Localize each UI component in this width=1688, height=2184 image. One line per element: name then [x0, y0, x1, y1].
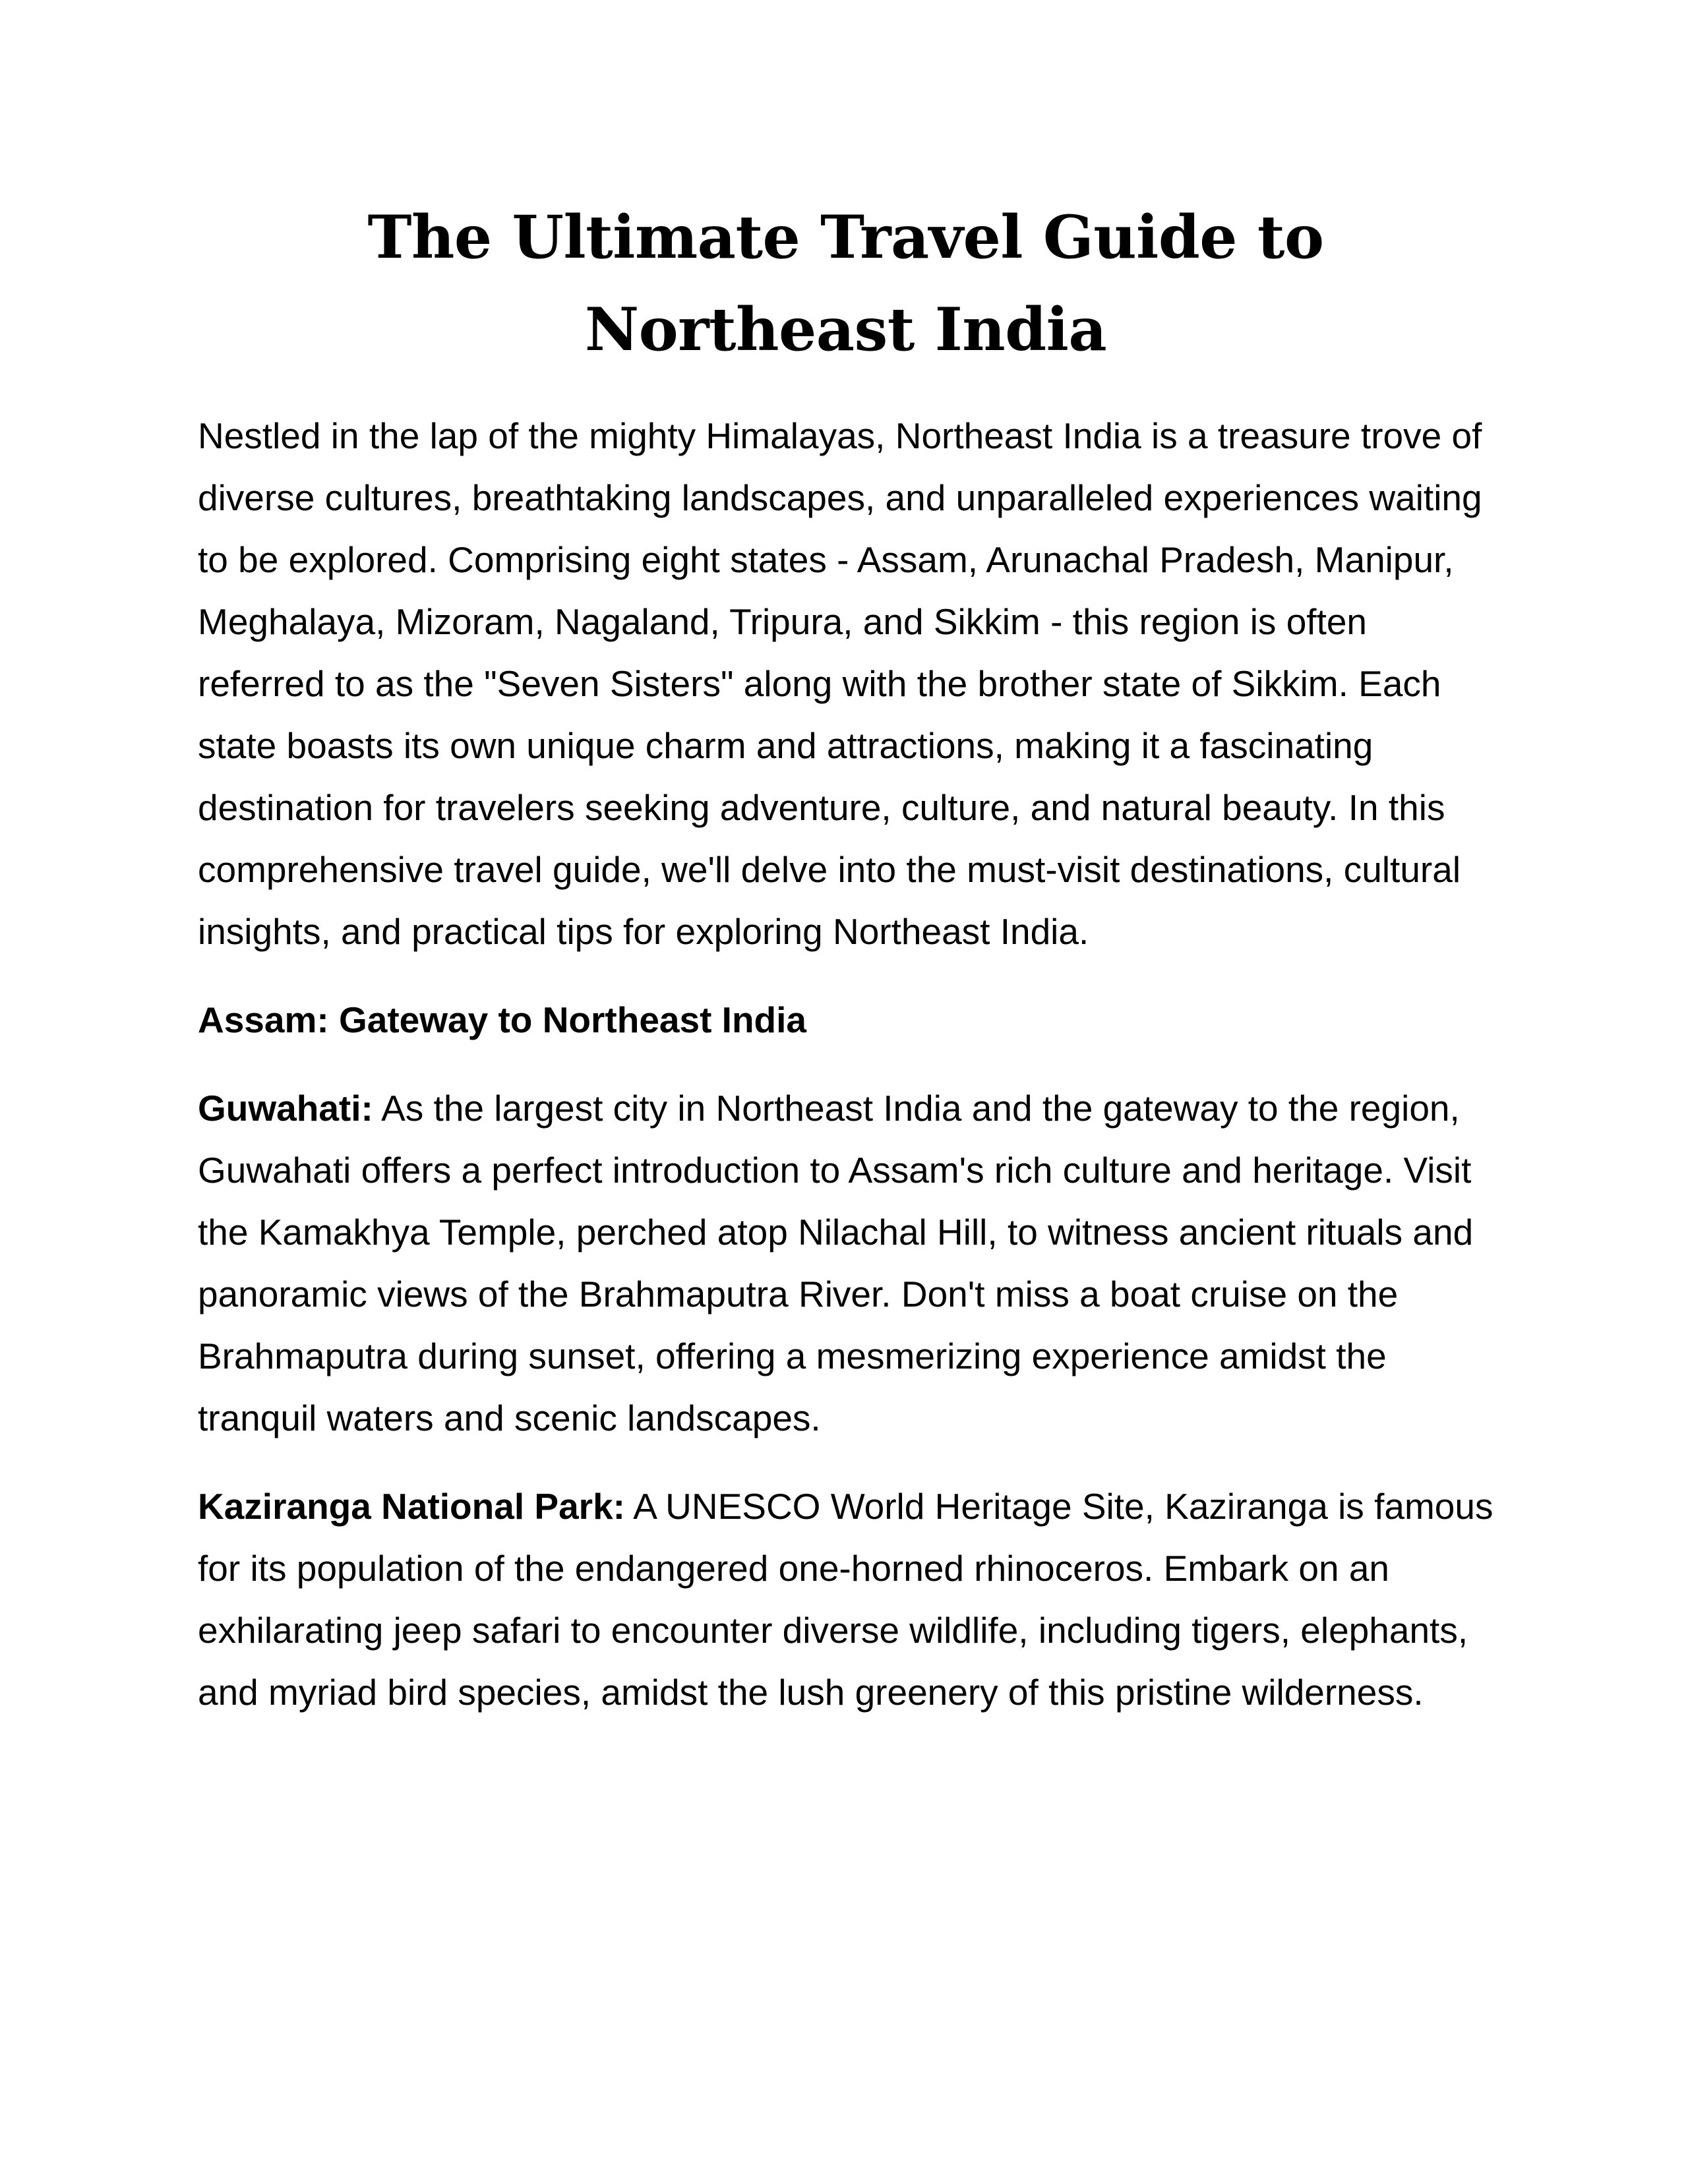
entry-kaziranga-lead: Kaziranga National Park:: [198, 1486, 625, 1527]
intro-paragraph: Nestled in the lap of the mighty Himalayas, Northeast India is a treasure trove of diverse cultures, breathtaking landscapes, and unparalleled experiences waiting to be explored. Comprising eight states - Assam, Arunachal Pradesh, Manipur, Meghalaya, Mizoram, Nagaland, Tripura, and Sikkim - this region is often referred to as the "Seven Sisters" along with the brother state of Sikkim. Each state boasts its own unique charm and attractions, making it a fascinating destination for travelers seeking adventure, culture, and natural beauty. In this comprehensive travel guide, we'll delve into the must-visit destinations, cultural insights, and practical tips for exploring Northeast India.: [198, 415, 1482, 952]
entry-guwahati-text: As the largest city in Northeast India and the gateway to the region, Guwahati offers a perfect introduction to Assam's rich culture and heritage. Visit the Kamakhya Temple, perched atop Nilachal Hill, to witness ancient rituals and panoramic views of the Brahmaputra River. Don't miss a boat cruise on the Brahmaputra during sunset, offering a mesmerizing experience amidst the tranquil waters and scenic landscapes.: [198, 1088, 1474, 1438]
entry-kaziranga: [198, 1475, 1493, 1723]
document-body: [198, 191, 1493, 1750]
page-title: The Ultimate Travel Guide to Northeast India: [367, 202, 1324, 365]
entry-kaziranga-text: A UNESCO World Heritage Site, Kaziranga is famous for its population of the endangered one-horned rhinoceros. Embark on an exhilarating jeep safari to encounter diverse wildlife, including tigers, elephants, and myriad bird species, amidst the lush greenery of this pristine wilderness.: [198, 1486, 1493, 1713]
entry-guwahati: [198, 1077, 1493, 1449]
section-heading-assam: Assam: Gateway to Northeast India: [198, 999, 807, 1040]
entry-guwahati-lead: Guwahati:: [198, 1088, 373, 1129]
